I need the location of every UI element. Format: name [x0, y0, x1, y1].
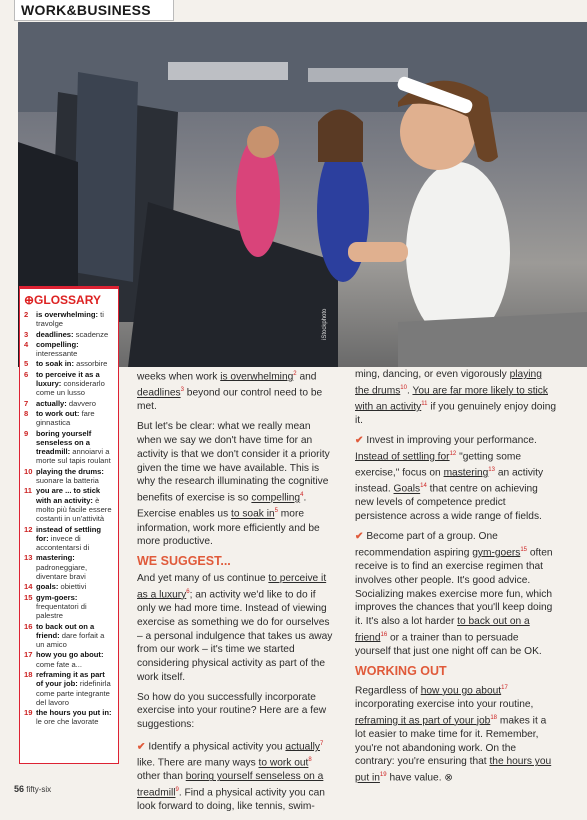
- glossary-term: playing the drums:: [36, 466, 104, 476]
- glossary-term: boring yourself senseless on a treadmill:: [36, 428, 92, 457]
- glossary-definition: le ore che lavorate: [36, 717, 99, 727]
- glossary-number: 7: [24, 398, 29, 408]
- page-number: 56: [14, 784, 25, 794]
- glossary-title: ⊕GLOSSARY: [24, 293, 101, 307]
- glossary-item: [24, 650, 114, 669]
- glossary-number: 18: [24, 669, 33, 679]
- glossary-term: to perceive it as a luxury:: [36, 369, 100, 389]
- glossary-definition: assorbire: [73, 359, 108, 369]
- glossary-item: [24, 330, 114, 339]
- paragraph: But let's be clear: what we really mean when we say we don't have time for an activity is that we don't consider it a priority given the time we have available. This is why the research illuminating the cognitive benefits of exercise is so compelling$^4$. Exercise enables us to soak $in^5$ more information, work more efficiently and be more productive.: [137, 421, 330, 548]
- glossary-item: [24, 670, 114, 707]
- glossary-term: goals:: [36, 582, 59, 592]
- paragraph: Regardless of how you go about$^{17}$ incorporating exercise into your routine, reframing it as part of your job$^{18}$ makes it a lot easier to make time for it. Remember, you're not abandoning work. On the contrary: you're ensuring that the hours you put $in^{19}$ have value. ⊗: [355, 684, 552, 784]
- glossary-item: [24, 370, 114, 398]
- glossary-definition: padroneggiare, diventare bravi: [36, 562, 88, 582]
- glossary-term: to work out:: [36, 408, 80, 418]
- glossary-item: [24, 429, 114, 466]
- glossary-item: [24, 409, 114, 428]
- check-icon: ✔: [137, 741, 146, 753]
- glossary-item: [24, 467, 114, 486]
- check-icon: ✔: [355, 530, 364, 542]
- glossary-definition: interessante: [36, 349, 78, 359]
- glossary-definition: ti travolge: [36, 310, 104, 329]
- subheading-working-out: WORKING OUT: [355, 663, 447, 678]
- glossary-item: [24, 340, 114, 359]
- glossary-definition: obiettivi: [58, 582, 87, 592]
- glossary-number: 2: [24, 310, 29, 319]
- glossary-number: 19: [24, 708, 33, 718]
- glossary-term: deadlines:: [36, 329, 74, 339]
- article-column-1: [137, 368, 337, 820]
- glossary-definition: scadenze: [73, 329, 109, 339]
- glossary-term: gym-goers:: [36, 592, 78, 602]
- section-header: [14, 0, 174, 21]
- glossary-term: is overwhelming:: [36, 310, 99, 319]
- glossary-term: actually:: [36, 398, 67, 408]
- glossary-term: you are ... to stick with an activity:: [36, 486, 101, 505]
- glossary-number: 6: [24, 369, 29, 379]
- glossary-term: to back out on a friend:: [36, 621, 95, 640]
- paragraph: ✔ Identify a physical activity you actually$^7$ like. There are many ways to work out$^8$ other than boring yourself senseless on a treadmill$^9$. Find a physical activity you can look forward to doing, like tennis, swim-: [137, 741, 325, 813]
- glossary-item: [24, 525, 114, 553]
- paragraph: ✔ Become part of a group. One recommendation aspiring gym-goers$^{15}$ often receive is to find an exercise regimen that involves other people. It's good advice. Socializing makes exercise more fun, which improves the chances that you'll keep doing it. It's also a lot harder to back out on a friend$^{16}$ or a trainer than to persuade yourself that just one night off can be OK.: [355, 530, 553, 658]
- glossary-term: how you go about:: [36, 650, 104, 660]
- subheading-we-suggest: WE SUGGEST...: [137, 554, 231, 569]
- glossary-box: [19, 286, 119, 764]
- glossary-list: [24, 310, 114, 727]
- glossary-definition: fare ginnastica: [36, 408, 95, 428]
- glossary-term: to soak in:: [36, 359, 74, 369]
- glossary-number: 11: [24, 486, 33, 496]
- glossary-definition: è molto più facile essere costanti in un'attività: [36, 495, 112, 524]
- glossary-number: 13: [24, 553, 33, 563]
- glossary-definition: dare forfait a un amico: [36, 630, 105, 650]
- paragraph: ✔ Invest in improving your performance. Instead of settling for$^{12}$ "getting some exercise," focus on mastering$^{13}$ an activity instead. Goals$^{14}$ that centre on achieving new levels of competence predict persistence across a wide range of fields.: [355, 434, 544, 523]
- glossary-item: [24, 359, 114, 368]
- photo-credit: iStockphoto: [322, 308, 328, 340]
- glossary-number: 4: [24, 339, 29, 349]
- glossary-number: 17: [24, 650, 33, 660]
- glossary-item: [24, 399, 114, 408]
- glossary-definition: davvero: [66, 398, 96, 408]
- glossary-item: [24, 708, 114, 727]
- glossary-item: [24, 622, 114, 650]
- glossary-definition: considerarlo come un lusso: [36, 379, 105, 398]
- glossary-definition: ridefinirla come parte integrante del lavoro: [36, 679, 111, 707]
- article-column-2: [355, 368, 557, 791]
- section-title: WORK&BUSINESS: [21, 2, 151, 18]
- check-icon: ✔: [355, 434, 364, 446]
- glossary-number: 12: [24, 524, 33, 534]
- page-footer: [14, 784, 51, 794]
- glossary-number: 10: [24, 466, 33, 476]
- glossary-number: 3: [24, 329, 29, 339]
- glossary-number: 8: [24, 408, 29, 418]
- glossary-item: [24, 582, 114, 591]
- glossary-definition: frequentatori di palestre: [36, 601, 87, 621]
- glossary-term: compelling:: [36, 339, 79, 349]
- glossary-definition: annoiarvi a morte sul tapis roulant: [36, 447, 111, 466]
- glossary-item: [24, 553, 114, 581]
- glossary-item: [24, 310, 114, 329]
- glossary-term: instead of settling for:: [36, 524, 101, 543]
- glossary-definition: suonare la batteria: [36, 476, 99, 486]
- glossary-number: 14: [24, 582, 33, 592]
- glossary-number: 5: [24, 359, 29, 369]
- glossary-term: mastering:: [36, 553, 75, 563]
- paragraph: weeks when work is overwhelming$^2$ and deadlines$^3$ beyond our control need to be met.: [137, 371, 323, 413]
- glossary-number: 15: [24, 592, 33, 602]
- glossary-item: [24, 486, 114, 523]
- glossary-term: reframing it as part of your job:: [36, 669, 105, 689]
- glossary-definition: come fate a...: [36, 659, 83, 669]
- glossary-item: [24, 593, 114, 621]
- paragraph: And yet many of us continue to perceive it as a luxury$^6$; an activity we'd like to do if only we had more time. Instead of viewing exercise as something we do for ourselves – a personal indulgence that takes us away from our work – it's time we started considering physical activity as part of the work itself.: [137, 572, 333, 683]
- glossary-number: 9: [24, 428, 29, 438]
- glossary-term: the hours you put in:: [36, 708, 112, 718]
- glossary-definition: invece di accontentarsi di: [36, 533, 90, 553]
- paragraph: So how do you successfully incorporate exercise into your routine? Here are a few suggestions:: [137, 691, 327, 731]
- paragraph: ming, dancing, or even vigorously playing the drums$^{10}$. You are far more likely to stick with an activity$^{11}$ if you genuinely enjoy doing it.: [355, 369, 557, 427]
- page-number-words: fifty-six: [26, 785, 52, 794]
- glossary-number: 16: [24, 621, 33, 631]
